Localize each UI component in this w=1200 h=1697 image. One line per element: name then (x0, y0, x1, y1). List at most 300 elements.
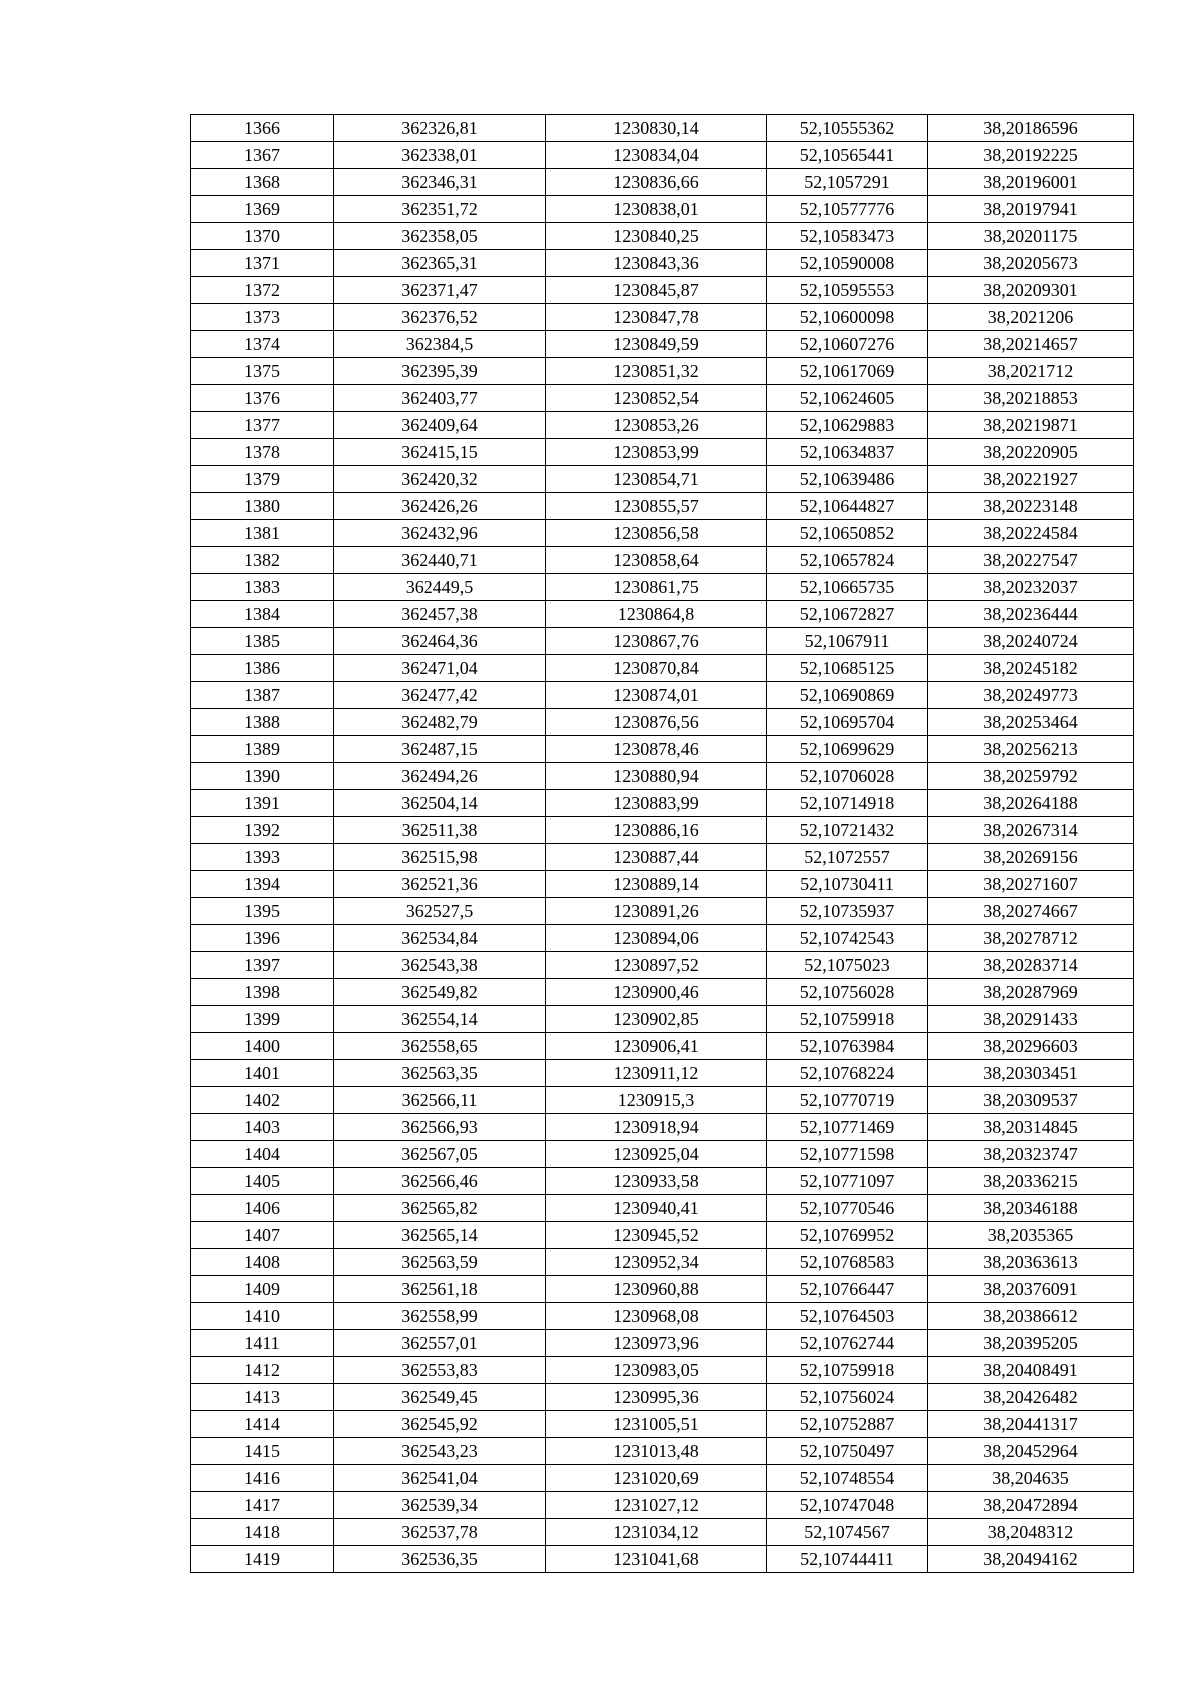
longitude-cell: 38,20283714 (928, 952, 1134, 979)
table-row (191, 277, 1134, 304)
latitude-cell: 52,10583473 (767, 223, 928, 250)
longitude-cell: 38,20192225 (928, 142, 1134, 169)
latitude-cell: 52,10595553 (767, 277, 928, 304)
longitude-cell: 38,20472894 (928, 1492, 1134, 1519)
x-coordinate-cell: 362494,26 (334, 763, 546, 790)
point-number-cell: 1374 (191, 331, 334, 358)
y-coordinate-cell: 1230889,14 (546, 871, 767, 898)
x-coordinate-cell: 362557,01 (334, 1330, 546, 1357)
table-row (191, 331, 1134, 358)
latitude-cell: 52,10752887 (767, 1411, 928, 1438)
x-coordinate-cell: 362376,52 (334, 304, 546, 331)
longitude-cell: 38,20218853 (928, 385, 1134, 412)
x-coordinate-cell: 362554,14 (334, 1006, 546, 1033)
x-coordinate-cell: 362403,77 (334, 385, 546, 412)
y-coordinate-cell: 1230945,52 (546, 1222, 767, 1249)
longitude-cell: 38,20232037 (928, 574, 1134, 601)
table-row (191, 1384, 1134, 1411)
table-row (191, 250, 1134, 277)
point-number-cell: 1406 (191, 1195, 334, 1222)
point-number-cell: 1418 (191, 1519, 334, 1546)
point-number-cell: 1398 (191, 979, 334, 1006)
point-number-cell: 1370 (191, 223, 334, 250)
point-number-cell: 1369 (191, 196, 334, 223)
table-row (191, 1033, 1134, 1060)
x-coordinate-cell: 362553,83 (334, 1357, 546, 1384)
table-row (191, 169, 1134, 196)
latitude-cell: 52,10771469 (767, 1114, 928, 1141)
y-coordinate-cell: 1231020,69 (546, 1465, 767, 1492)
latitude-cell: 52,10759918 (767, 1357, 928, 1384)
latitude-cell: 52,10771097 (767, 1168, 928, 1195)
point-number-cell: 1403 (191, 1114, 334, 1141)
latitude-cell: 52,10771598 (767, 1141, 928, 1168)
table-row (191, 1303, 1134, 1330)
table-row (191, 1195, 1134, 1222)
longitude-cell: 38,20309537 (928, 1087, 1134, 1114)
point-number-cell: 1373 (191, 304, 334, 331)
point-number-cell: 1383 (191, 574, 334, 601)
point-number-cell: 1401 (191, 1060, 334, 1087)
point-number-cell: 1380 (191, 493, 334, 520)
latitude-cell: 52,10624605 (767, 385, 928, 412)
point-number-cell: 1381 (191, 520, 334, 547)
point-number-cell: 1415 (191, 1438, 334, 1465)
latitude-cell: 52,10730411 (767, 871, 928, 898)
x-coordinate-cell: 362487,15 (334, 736, 546, 763)
longitude-cell: 38,20221927 (928, 466, 1134, 493)
point-number-cell: 1389 (191, 736, 334, 763)
y-coordinate-cell: 1230940,41 (546, 1195, 767, 1222)
y-coordinate-cell: 1230854,71 (546, 466, 767, 493)
latitude-cell: 52,10600098 (767, 304, 928, 331)
x-coordinate-cell: 362541,04 (334, 1465, 546, 1492)
latitude-cell: 52,10555362 (767, 115, 928, 142)
longitude-cell: 38,20395205 (928, 1330, 1134, 1357)
longitude-cell: 38,20196001 (928, 169, 1134, 196)
table-row (191, 1087, 1134, 1114)
longitude-cell: 38,20227547 (928, 547, 1134, 574)
point-number-cell: 1371 (191, 250, 334, 277)
y-coordinate-cell: 1230878,46 (546, 736, 767, 763)
y-coordinate-cell: 1230845,87 (546, 277, 767, 304)
table-row (191, 871, 1134, 898)
table-row (191, 304, 1134, 331)
table-row (191, 466, 1134, 493)
y-coordinate-cell: 1230925,04 (546, 1141, 767, 1168)
y-coordinate-cell: 1230843,36 (546, 250, 767, 277)
x-coordinate-cell: 362409,64 (334, 412, 546, 439)
y-coordinate-cell: 1230851,32 (546, 358, 767, 385)
x-coordinate-cell: 362566,46 (334, 1168, 546, 1195)
x-coordinate-cell: 362420,32 (334, 466, 546, 493)
point-number-cell: 1386 (191, 655, 334, 682)
longitude-cell: 38,20267314 (928, 817, 1134, 844)
y-coordinate-cell: 1231013,48 (546, 1438, 767, 1465)
point-number-cell: 1375 (191, 358, 334, 385)
table-row (191, 601, 1134, 628)
table-row (191, 1141, 1134, 1168)
y-coordinate-cell: 1230983,05 (546, 1357, 767, 1384)
longitude-cell: 38,20408491 (928, 1357, 1134, 1384)
longitude-cell: 38,20314845 (928, 1114, 1134, 1141)
longitude-cell: 38,20323747 (928, 1141, 1134, 1168)
point-number-cell: 1392 (191, 817, 334, 844)
longitude-cell: 38,20186596 (928, 115, 1134, 142)
table-row (191, 115, 1134, 142)
latitude-cell: 52,10577776 (767, 196, 928, 223)
point-number-cell: 1410 (191, 1303, 334, 1330)
x-coordinate-cell: 362432,96 (334, 520, 546, 547)
x-coordinate-cell: 362549,82 (334, 979, 546, 1006)
table-row (191, 142, 1134, 169)
x-coordinate-cell: 362371,47 (334, 277, 546, 304)
latitude-cell: 52,1057291 (767, 169, 928, 196)
latitude-cell: 52,10742543 (767, 925, 928, 952)
x-coordinate-cell: 362426,26 (334, 493, 546, 520)
longitude-cell: 38,20303451 (928, 1060, 1134, 1087)
point-number-cell: 1402 (191, 1087, 334, 1114)
table-row (191, 709, 1134, 736)
point-number-cell: 1400 (191, 1033, 334, 1060)
x-coordinate-cell: 362457,38 (334, 601, 546, 628)
x-coordinate-cell: 362511,38 (334, 817, 546, 844)
x-coordinate-cell: 362440,71 (334, 547, 546, 574)
x-coordinate-cell: 362515,98 (334, 844, 546, 871)
y-coordinate-cell: 1230852,54 (546, 385, 767, 412)
x-coordinate-cell: 362558,65 (334, 1033, 546, 1060)
point-number-cell: 1387 (191, 682, 334, 709)
point-number-cell: 1376 (191, 385, 334, 412)
x-coordinate-cell: 362563,35 (334, 1060, 546, 1087)
latitude-cell: 52,1074567 (767, 1519, 928, 1546)
table-row (191, 358, 1134, 385)
point-number-cell: 1417 (191, 1492, 334, 1519)
longitude-cell: 38,20287969 (928, 979, 1134, 1006)
longitude-cell: 38,20201175 (928, 223, 1134, 250)
latitude-cell: 52,10706028 (767, 763, 928, 790)
latitude-cell: 52,10690869 (767, 682, 928, 709)
table-row (191, 520, 1134, 547)
point-number-cell: 1367 (191, 142, 334, 169)
point-number-cell: 1397 (191, 952, 334, 979)
point-number-cell: 1379 (191, 466, 334, 493)
table-row (191, 898, 1134, 925)
latitude-cell: 52,10672827 (767, 601, 928, 628)
x-coordinate-cell: 362536,35 (334, 1546, 546, 1573)
y-coordinate-cell: 1230897,52 (546, 952, 767, 979)
longitude-cell: 38,20245182 (928, 655, 1134, 682)
longitude-cell: 38,20346188 (928, 1195, 1134, 1222)
table-row (191, 844, 1134, 871)
latitude-cell: 52,10768224 (767, 1060, 928, 1087)
table-row (191, 925, 1134, 952)
latitude-cell: 52,10735937 (767, 898, 928, 925)
point-number-cell: 1378 (191, 439, 334, 466)
longitude-cell: 38,20205673 (928, 250, 1134, 277)
x-coordinate-cell: 362537,78 (334, 1519, 546, 1546)
latitude-cell: 52,10769952 (767, 1222, 928, 1249)
table-row (191, 952, 1134, 979)
longitude-cell: 38,20256213 (928, 736, 1134, 763)
y-coordinate-cell: 1230911,12 (546, 1060, 767, 1087)
latitude-cell: 52,10657824 (767, 547, 928, 574)
longitude-cell: 38,20441317 (928, 1411, 1134, 1438)
y-coordinate-cell: 1230847,78 (546, 304, 767, 331)
table-row (191, 385, 1134, 412)
x-coordinate-cell: 362558,99 (334, 1303, 546, 1330)
x-coordinate-cell: 362543,38 (334, 952, 546, 979)
longitude-cell: 38,20452964 (928, 1438, 1134, 1465)
longitude-cell: 38,2021712 (928, 358, 1134, 385)
longitude-cell: 38,20264188 (928, 790, 1134, 817)
latitude-cell: 52,10721432 (767, 817, 928, 844)
table-row (191, 439, 1134, 466)
x-coordinate-cell: 362561,18 (334, 1276, 546, 1303)
table-row (191, 1060, 1134, 1087)
x-coordinate-cell: 362549,45 (334, 1384, 546, 1411)
point-number-cell: 1388 (191, 709, 334, 736)
x-coordinate-cell: 362527,5 (334, 898, 546, 925)
point-number-cell: 1419 (191, 1546, 334, 1573)
x-coordinate-cell: 362563,59 (334, 1249, 546, 1276)
y-coordinate-cell: 1230891,26 (546, 898, 767, 925)
latitude-cell: 52,10665735 (767, 574, 928, 601)
point-number-cell: 1416 (191, 1465, 334, 1492)
y-coordinate-cell: 1230858,64 (546, 547, 767, 574)
x-coordinate-cell: 362539,34 (334, 1492, 546, 1519)
table-row (191, 1006, 1134, 1033)
latitude-cell: 52,10764503 (767, 1303, 928, 1330)
latitude-cell: 52,10770546 (767, 1195, 928, 1222)
coordinates-table-body (191, 115, 1134, 1573)
longitude-cell: 38,20249773 (928, 682, 1134, 709)
longitude-cell: 38,20336215 (928, 1168, 1134, 1195)
point-number-cell: 1412 (191, 1357, 334, 1384)
x-coordinate-cell: 362565,14 (334, 1222, 546, 1249)
longitude-cell: 38,20494162 (928, 1546, 1134, 1573)
table-row (191, 1114, 1134, 1141)
longitude-cell: 38,20236444 (928, 601, 1134, 628)
latitude-cell: 52,10750497 (767, 1438, 928, 1465)
latitude-cell: 52,10590008 (767, 250, 928, 277)
latitude-cell: 52,10607276 (767, 331, 928, 358)
point-number-cell: 1396 (191, 925, 334, 952)
x-coordinate-cell: 362543,23 (334, 1438, 546, 1465)
table-row (191, 682, 1134, 709)
longitude-cell: 38,20209301 (928, 277, 1134, 304)
latitude-cell: 52,10639486 (767, 466, 928, 493)
latitude-cell: 52,10695704 (767, 709, 928, 736)
x-coordinate-cell: 362358,05 (334, 223, 546, 250)
longitude-cell: 38,20386612 (928, 1303, 1134, 1330)
point-number-cell: 1404 (191, 1141, 334, 1168)
latitude-cell: 52,1075023 (767, 952, 928, 979)
y-coordinate-cell: 1230900,46 (546, 979, 767, 1006)
latitude-cell: 52,10650852 (767, 520, 928, 547)
y-coordinate-cell: 1230902,85 (546, 1006, 767, 1033)
latitude-cell: 52,10748554 (767, 1465, 928, 1492)
x-coordinate-cell: 362566,11 (334, 1087, 546, 1114)
longitude-cell: 38,20426482 (928, 1384, 1134, 1411)
table-row (191, 1546, 1134, 1573)
table-row (191, 1330, 1134, 1357)
longitude-cell: 38,20259792 (928, 763, 1134, 790)
y-coordinate-cell: 1230973,96 (546, 1330, 767, 1357)
point-number-cell: 1407 (191, 1222, 334, 1249)
latitude-cell: 52,10766447 (767, 1276, 928, 1303)
latitude-cell: 52,10747048 (767, 1492, 928, 1519)
longitude-cell: 38,2035365 (928, 1222, 1134, 1249)
x-coordinate-cell: 362346,31 (334, 169, 546, 196)
y-coordinate-cell: 1230880,94 (546, 763, 767, 790)
latitude-cell: 52,10565441 (767, 142, 928, 169)
x-coordinate-cell: 362351,72 (334, 196, 546, 223)
latitude-cell: 52,1067911 (767, 628, 928, 655)
table-row (191, 628, 1134, 655)
longitude-cell: 38,20363613 (928, 1249, 1134, 1276)
point-number-cell: 1411 (191, 1330, 334, 1357)
x-coordinate-cell: 362521,36 (334, 871, 546, 898)
y-coordinate-cell: 1231034,12 (546, 1519, 767, 1546)
table-row (191, 1249, 1134, 1276)
x-coordinate-cell: 362365,31 (334, 250, 546, 277)
table-row (191, 790, 1134, 817)
latitude-cell: 52,10762744 (767, 1330, 928, 1357)
point-number-cell: 1405 (191, 1168, 334, 1195)
table-row (191, 1276, 1134, 1303)
table-row (191, 655, 1134, 682)
latitude-cell: 52,10617069 (767, 358, 928, 385)
y-coordinate-cell: 1230861,75 (546, 574, 767, 601)
y-coordinate-cell: 1230995,36 (546, 1384, 767, 1411)
table-row (191, 763, 1134, 790)
y-coordinate-cell: 1230870,84 (546, 655, 767, 682)
x-coordinate-cell: 362477,42 (334, 682, 546, 709)
table-row (191, 1222, 1134, 1249)
point-number-cell: 1384 (191, 601, 334, 628)
y-coordinate-cell: 1230830,14 (546, 115, 767, 142)
latitude-cell: 52,10629883 (767, 412, 928, 439)
longitude-cell: 38,20274667 (928, 898, 1134, 925)
point-number-cell: 1366 (191, 115, 334, 142)
x-coordinate-cell: 362415,15 (334, 439, 546, 466)
longitude-cell: 38,20220905 (928, 439, 1134, 466)
x-coordinate-cell: 362326,81 (334, 115, 546, 142)
point-number-cell: 1414 (191, 1411, 334, 1438)
table-row (191, 1519, 1134, 1546)
latitude-cell: 52,10714918 (767, 790, 928, 817)
latitude-cell: 52,10756024 (767, 1384, 928, 1411)
y-coordinate-cell: 1230918,94 (546, 1114, 767, 1141)
y-coordinate-cell: 1230856,58 (546, 520, 767, 547)
latitude-cell: 52,10756028 (767, 979, 928, 1006)
point-number-cell: 1409 (191, 1276, 334, 1303)
longitude-cell: 38,20376091 (928, 1276, 1134, 1303)
y-coordinate-cell: 1230853,99 (546, 439, 767, 466)
x-coordinate-cell: 362395,39 (334, 358, 546, 385)
table-row (191, 979, 1134, 1006)
point-number-cell: 1399 (191, 1006, 334, 1033)
table-row (191, 1357, 1134, 1384)
table-row (191, 1438, 1134, 1465)
y-coordinate-cell: 1230968,08 (546, 1303, 767, 1330)
x-coordinate-cell: 362545,92 (334, 1411, 546, 1438)
latitude-cell: 52,10685125 (767, 655, 928, 682)
table-row (191, 223, 1134, 250)
latitude-cell: 52,10744411 (767, 1546, 928, 1573)
y-coordinate-cell: 1230906,41 (546, 1033, 767, 1060)
table-row (191, 412, 1134, 439)
point-number-cell: 1390 (191, 763, 334, 790)
x-coordinate-cell: 362504,14 (334, 790, 546, 817)
longitude-cell: 38,204635 (928, 1465, 1134, 1492)
table-row (191, 736, 1134, 763)
latitude-cell: 52,10644827 (767, 493, 928, 520)
y-coordinate-cell: 1230864,8 (546, 601, 767, 628)
x-coordinate-cell: 362482,79 (334, 709, 546, 736)
longitude-cell: 38,20269156 (928, 844, 1134, 871)
latitude-cell: 52,10634837 (767, 439, 928, 466)
y-coordinate-cell: 1230840,25 (546, 223, 767, 250)
table-row (191, 817, 1134, 844)
longitude-cell: 38,20296603 (928, 1033, 1134, 1060)
y-coordinate-cell: 1230876,56 (546, 709, 767, 736)
x-coordinate-cell: 362471,04 (334, 655, 546, 682)
table-row (191, 1492, 1134, 1519)
latitude-cell: 52,10770719 (767, 1087, 928, 1114)
y-coordinate-cell: 1230933,58 (546, 1168, 767, 1195)
point-number-cell: 1393 (191, 844, 334, 871)
y-coordinate-cell: 1230886,16 (546, 817, 767, 844)
y-coordinate-cell: 1230855,57 (546, 493, 767, 520)
y-coordinate-cell: 1231027,12 (546, 1492, 767, 1519)
table-row (191, 1168, 1134, 1195)
y-coordinate-cell: 1230836,66 (546, 169, 767, 196)
y-coordinate-cell: 1231005,51 (546, 1411, 767, 1438)
longitude-cell: 38,20253464 (928, 709, 1134, 736)
point-number-cell: 1368 (191, 169, 334, 196)
x-coordinate-cell: 362384,5 (334, 331, 546, 358)
x-coordinate-cell: 362534,84 (334, 925, 546, 952)
longitude-cell: 38,20197941 (928, 196, 1134, 223)
latitude-cell: 52,1072557 (767, 844, 928, 871)
table-row (191, 1411, 1134, 1438)
longitude-cell: 38,20214657 (928, 331, 1134, 358)
y-coordinate-cell: 1230838,01 (546, 196, 767, 223)
x-coordinate-cell: 362566,93 (334, 1114, 546, 1141)
longitude-cell: 38,20240724 (928, 628, 1134, 655)
x-coordinate-cell: 362565,82 (334, 1195, 546, 1222)
table-row (191, 196, 1134, 223)
point-number-cell: 1395 (191, 898, 334, 925)
latitude-cell: 52,10763984 (767, 1033, 928, 1060)
latitude-cell: 52,10699629 (767, 736, 928, 763)
longitude-cell: 38,20224584 (928, 520, 1134, 547)
y-coordinate-cell: 1230883,99 (546, 790, 767, 817)
point-number-cell: 1394 (191, 871, 334, 898)
y-coordinate-cell: 1231041,68 (546, 1546, 767, 1573)
longitude-cell: 38,20278712 (928, 925, 1134, 952)
point-number-cell: 1385 (191, 628, 334, 655)
longitude-cell: 38,2021206 (928, 304, 1134, 331)
point-number-cell: 1413 (191, 1384, 334, 1411)
table-row (191, 1465, 1134, 1492)
longitude-cell: 38,20271607 (928, 871, 1134, 898)
y-coordinate-cell: 1230853,26 (546, 412, 767, 439)
y-coordinate-cell: 1230874,01 (546, 682, 767, 709)
point-number-cell: 1408 (191, 1249, 334, 1276)
